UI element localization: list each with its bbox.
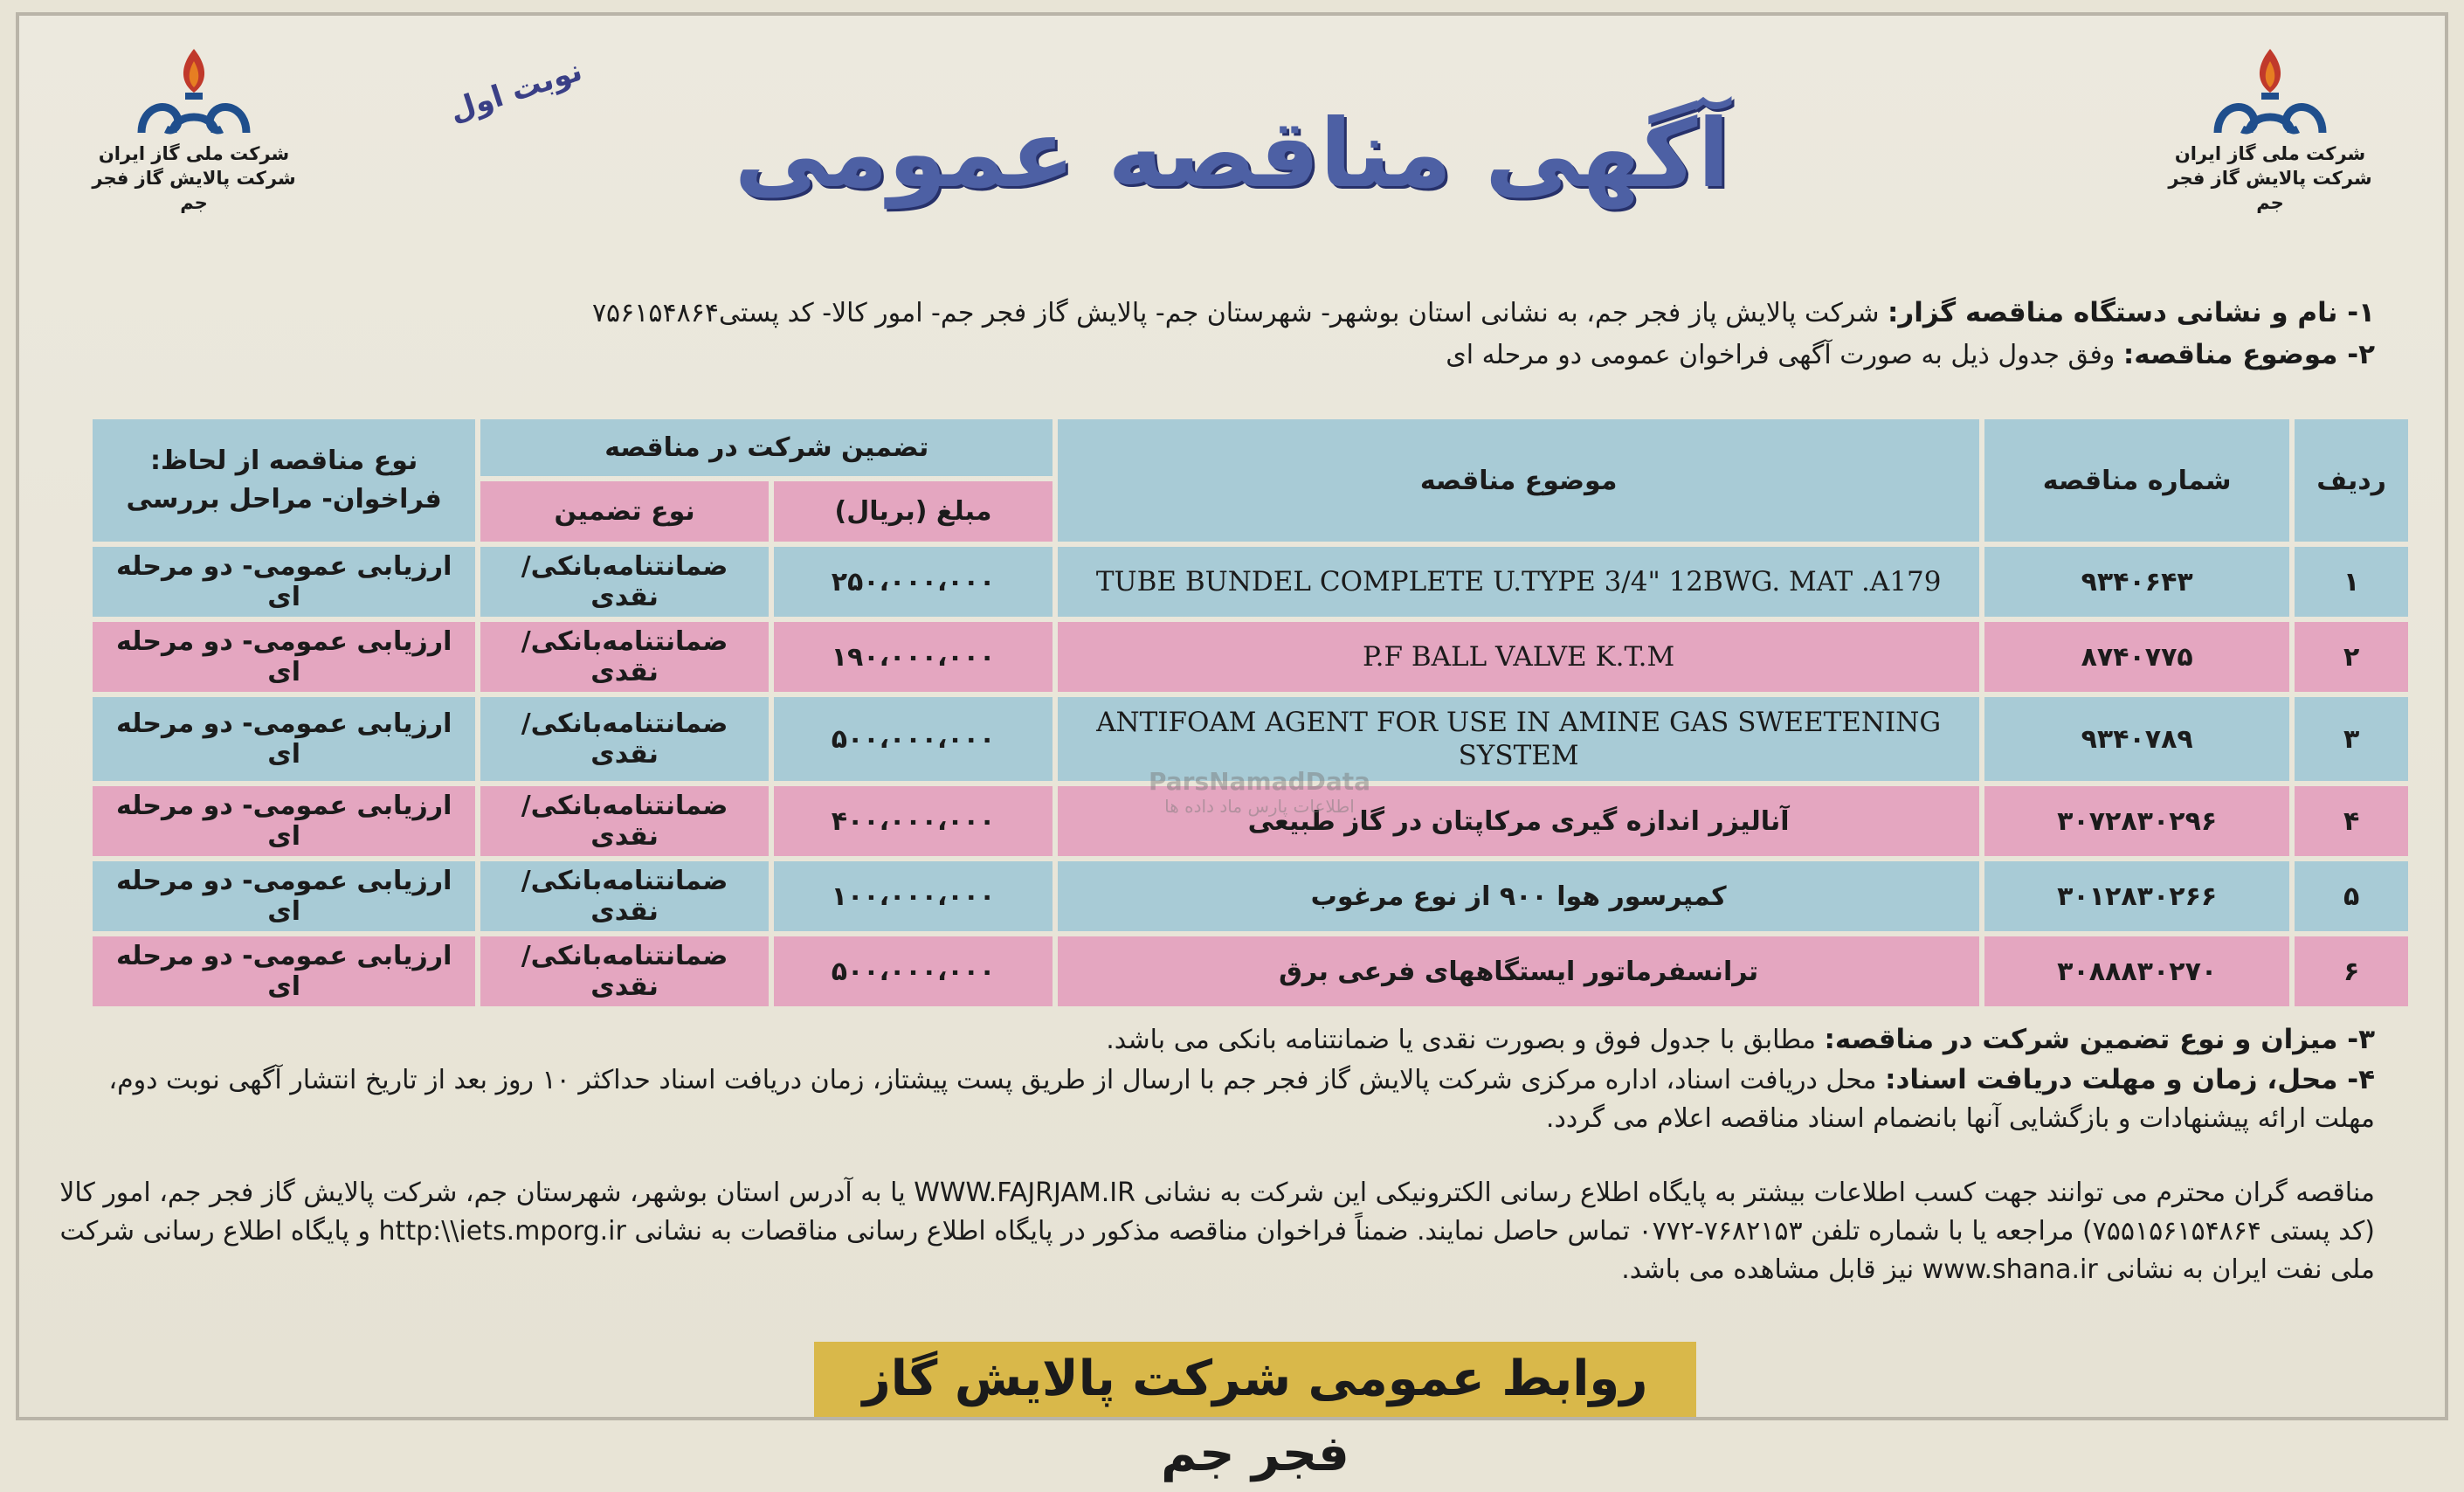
cell-subject: TUBE BUNDEL COMPLETE U.TYPE 3/4" 12BWG. MAT .A179	[1058, 547, 1979, 617]
header-amount: مبلغ (بریال)	[774, 481, 1053, 542]
section-2-text: وفق جدول ذیل به صورت آگهی فراخوان عمومی دو مرحله ای	[1446, 340, 2115, 370]
cell-amount: ۵۰۰،۰۰۰،۰۰۰	[774, 936, 1053, 1006]
cell-tender-type: ارزیابی عمومی- دو مرحله ای	[93, 786, 475, 856]
logo-left-line1: شرکت ملی گاز ایران	[98, 143, 290, 164]
table-row	[93, 622, 2408, 692]
cell-amount: ۵۰۰،۰۰۰،۰۰۰	[774, 697, 1053, 781]
cell-tender-type: ارزیابی عمومی- دو مرحله ای	[93, 622, 475, 692]
cell-tender-type: ارزیابی عمومی- دو مرحله ای	[93, 547, 475, 617]
tender-table	[87, 414, 2413, 1012]
section-2	[1446, 335, 2375, 375]
table-header-row	[93, 419, 2408, 476]
header-subject: موضوع مناقصه	[1058, 419, 1979, 542]
cell-row: ۴	[2295, 786, 2408, 856]
cell-number: ۸۷۴۰۷۷۵	[1984, 622, 2289, 692]
cell-tender-type: ارزیابی عمومی- دو مرحله ای	[93, 697, 475, 781]
cell-row: ۶	[2295, 936, 2408, 1006]
cell-amount: ۱۹۰،۰۰۰،۰۰۰	[774, 622, 1053, 692]
footer-public-relations: روابط عمومی شرکت پالایش گاز فجر جم	[814, 1342, 1696, 1417]
logo-left-line2: شرکت پالایش گاز فجر جم	[92, 168, 296, 213]
cell-guarantee-type: ضمانتنامه‌بانکی/نقدی	[480, 697, 769, 781]
cell-row: ۱	[2295, 547, 2408, 617]
section-4-text: محل دریافت اسناد، اداره مرکزی شرکت پالایش گاز فجر جم با ارسال از طریق پست پیشتاز، زمان دریافت اسناد حداکثر ۱۰ روز بعد از تاریخ انتشار آگهی نوبت دوم، مهلت ارائه پیشنهادات و بازگشایی آنها بانضمام اسناد مناقصه اعلام می گردد.	[108, 1065, 2375, 1134]
cell-number: ۹۳۴۰۷۸۹	[1984, 697, 2289, 781]
section-5	[52, 1174, 2375, 1289]
table-row	[93, 936, 2408, 1006]
advertisement-page	[16, 12, 2448, 1482]
cell-amount: ۱۰۰،۰۰۰،۰۰۰	[774, 861, 1053, 931]
cell-row: ۳	[2295, 697, 2408, 781]
logo-right-line2: شرکت پالایش گاز فجر جم	[2168, 168, 2372, 213]
cell-subject: ANTIFOAM AGENT FOR USE IN AMINE GAS SWEETENING SYSTEM	[1058, 697, 1979, 781]
section-3-label: ۳- میزان و نوع تضمین شرکت در مناقصه:	[1824, 1024, 2375, 1055]
cell-row: ۵	[2295, 861, 2408, 931]
cell-guarantee-type: ضمانتنامه‌بانکی/نقدی	[480, 936, 769, 1006]
table-row	[93, 861, 2408, 931]
section-5-text: مناقصه گران محترم می توانند جهت کسب اطلاعات بیشتر به پایگاه اطلاع رسانی الکترونیکی این شرکت به نشانی WWW.FAJRJAM.IR یا به آدرس استان بوشهر، شهرستان جم، شرکت پالایش گاز فجر جم، امور کالا (کد پستی ۷۵۵۱۵۶۱۵۴۸۶۴) مراجعه یا با شماره تلفن ۷۶۸۲۱۵۳-۰۷۷۲ تماس حاصل نمایند. ضمناً فراخوان مناقصه مذکور در پایگاه اطلاع رسانی مناقصات به نشانی http:\\iets.mporg.ir و پایگاه اطلاع رسانی شرکت ملی نفت ایران به نشانی www.shana.ir نیز قابل مشاهده می باشد.	[59, 1178, 2375, 1285]
cell-subject: P.F BALL VALVE K.T.M	[1058, 622, 1979, 692]
section-2-label: ۲- موضوع مناقصه:	[2122, 339, 2375, 370]
header-tender-number: شماره مناقصه	[1984, 419, 2289, 542]
header-guarantee: تضمین شرکت در مناقصه	[480, 419, 1053, 476]
table-row	[93, 547, 2408, 617]
header-tender-type: نوع مناقصه از لحاظ: فراخوان- مراحل بررسی	[93, 419, 475, 542]
section-1-label: ۱- نام و نشانی دستگاه مناقصه گزار:	[1888, 297, 2375, 328]
cell-tender-type: ارزیابی عمومی- دو مرحله ای	[93, 936, 475, 1006]
watermark-brand: ParsNamadData	[1149, 767, 1370, 796]
section-1	[592, 294, 2375, 333]
edition-mark: نوبت اول	[445, 52, 587, 129]
section-4	[52, 1060, 2375, 1138]
cell-tender-type: ارزیابی عمومی- دو مرحله ای	[93, 861, 475, 931]
page-title: آگهی مناقصه عمومی	[734, 100, 1730, 209]
cell-amount: ۲۵۰،۰۰۰،۰۰۰	[774, 547, 1053, 617]
cell-amount: ۴۰۰،۰۰۰،۰۰۰	[774, 786, 1053, 856]
cell-guarantee-type: ضمانتنامه‌بانکی/نقدی	[480, 622, 769, 692]
cell-subject: ترانسفرماتور ایستگاههای فرعی برق	[1058, 936, 1979, 1006]
cell-number: ۳۰۷۲۸۳۰۲۹۶	[1984, 786, 2289, 856]
watermark-caption: اطلاعات پارس ماد داده ها	[1164, 796, 1355, 817]
cell-guarantee-type: ضمانتنامه‌بانکی/نقدی	[480, 861, 769, 931]
watermark	[1076, 767, 1443, 817]
cell-subject: کمپرسور هوا ۹۰۰ از نوع مرغوب	[1058, 861, 1979, 931]
section-1-text: شرکت پالایش پاز فجر جم، به نشانی استان بوشهر- شهرستان جم- پالایش گاز فجر جم- امور کالا- کد پستی۷۵۶۱۵۴۸۶۴	[591, 298, 1880, 328]
cell-number: ۹۳۴۰۶۴۳	[1984, 547, 2289, 617]
cell-number: ۳۰۸۸۸۳۰۲۷۰	[1984, 936, 2289, 1006]
logo-right-line1: شرکت ملی گاز ایران	[2174, 143, 2366, 164]
section-4-label: ۴- محل، زمان و مهلت دریافت اسناد:	[1885, 1064, 2375, 1095]
cell-guarantee-type: ضمانتنامه‌بانکی/نقدی	[480, 786, 769, 856]
cell-number: ۳۰۱۲۸۳۰۲۶۶	[1984, 861, 2289, 931]
section-3	[52, 1020, 2375, 1060]
header-guarantee-type: نوع تضمین	[480, 481, 769, 542]
header-row-number: ردیف	[2295, 419, 2408, 542]
cell-subject: آنالیزر اندازه گیری مرکاپتان در گاز طبیعی	[1058, 786, 1979, 856]
section-3-text: مطابق با جدول فوق و بصورت نقدی یا ضمانتنامه بانکی می باشد.	[1106, 1025, 1816, 1055]
cell-row: ۲	[2295, 622, 2408, 692]
cell-guarantee-type: ضمانتنامه‌بانکی/نقدی	[480, 547, 769, 617]
